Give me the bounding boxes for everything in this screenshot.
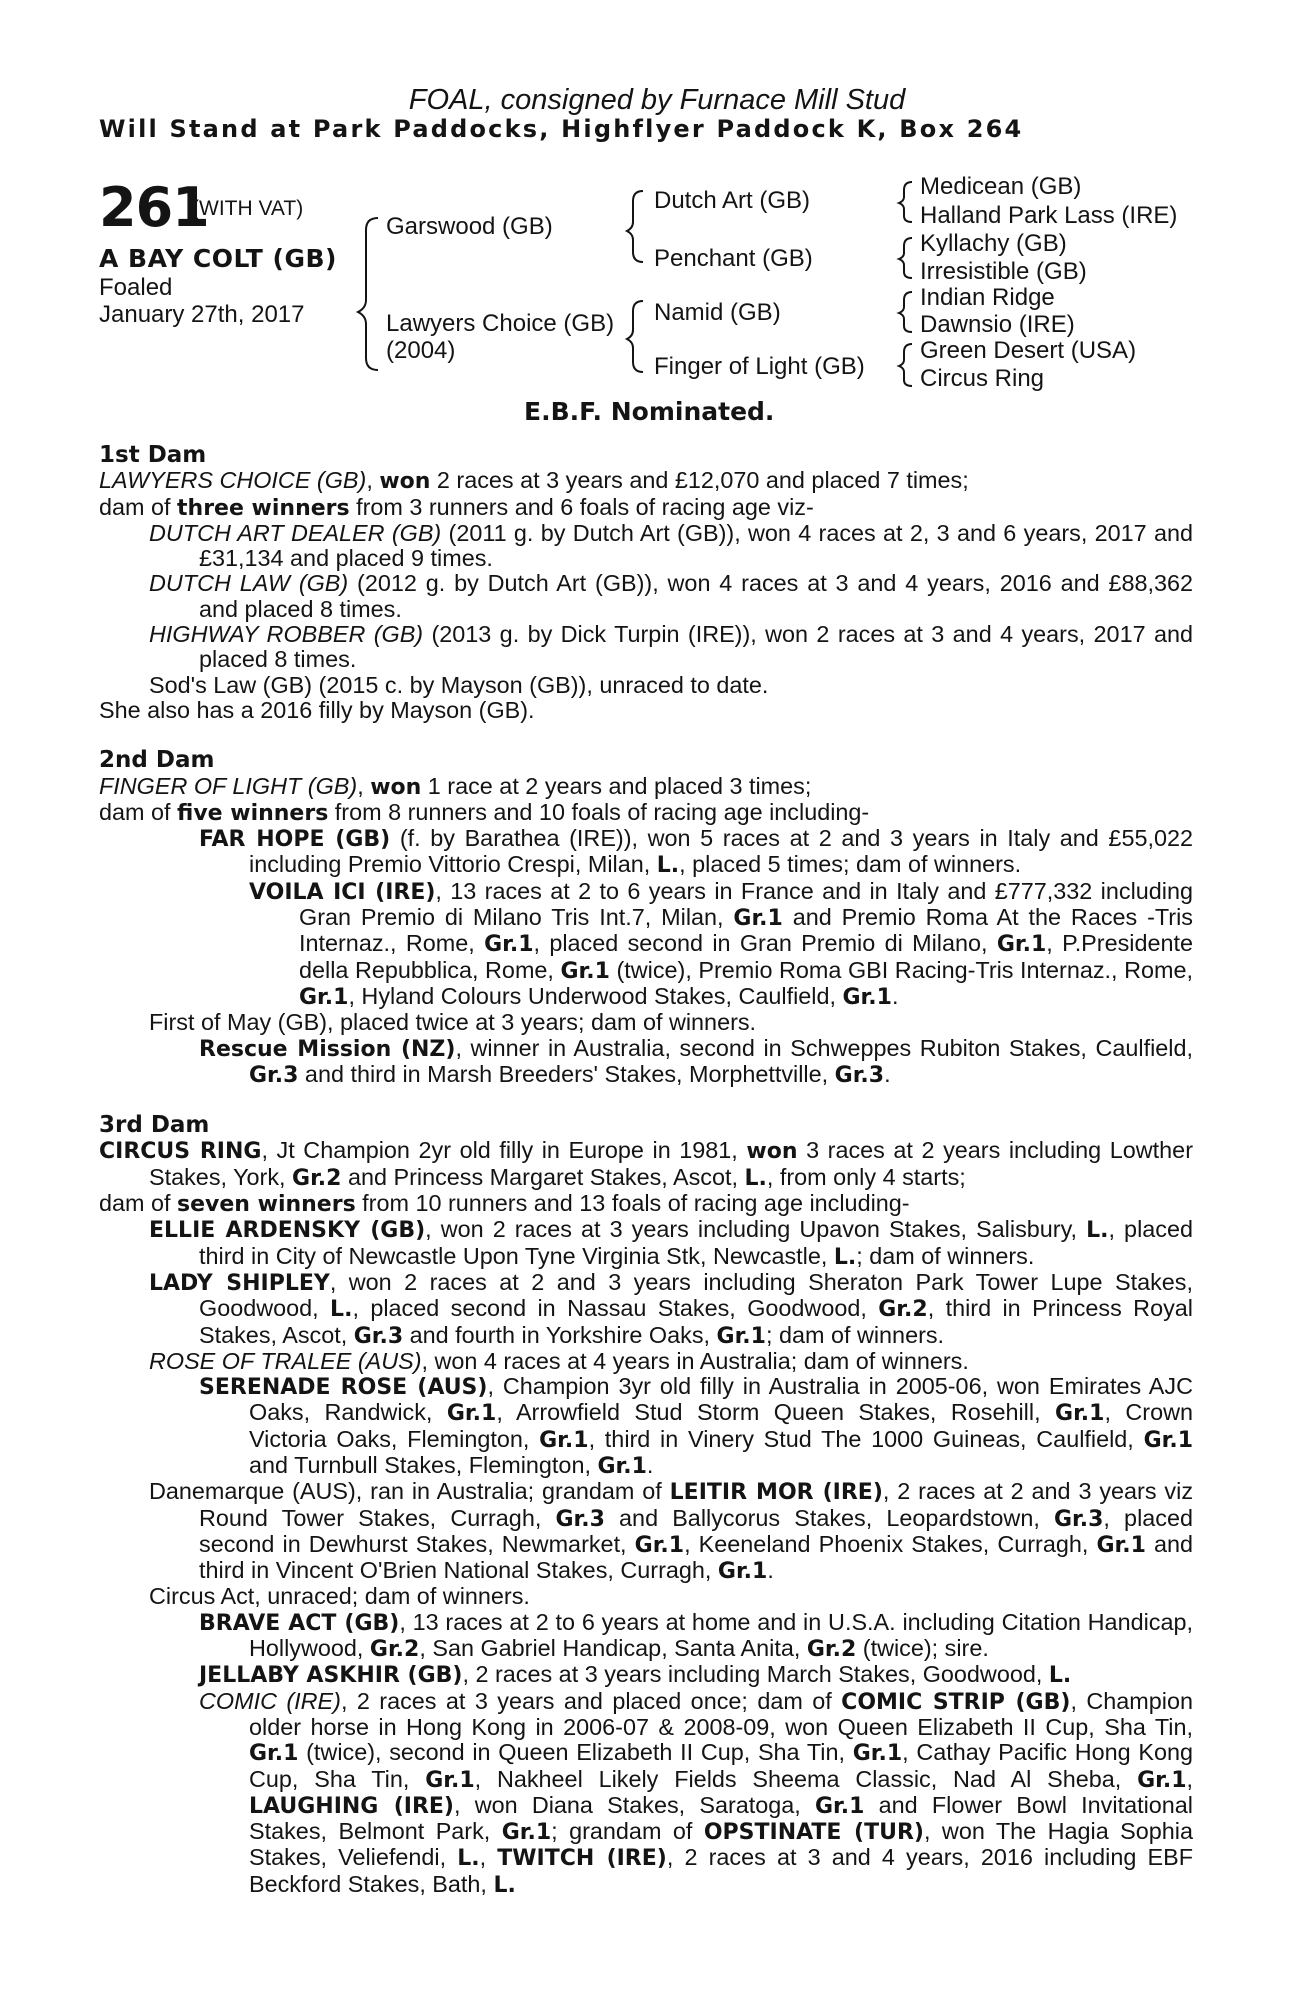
produce-entry: DUTCH ART DEALER (GB) (2011 g. by Dutch Art (GB)), won 4 races at 2, 3 and 6 years, 2017 and £31,134 and placed 9 times. [149, 519, 1193, 572]
dam-name: LAWYERS CHOICE (GB) [99, 467, 367, 494]
produce-entry: Rescue Mission (NZ), winner in Australia, second in Schweppes Rubiton Stakes, Caulfield, Gr.3 and third in Marsh Breeders' Stakes, Morphettville, Gr.3. [199, 1034, 1193, 1088]
ebf-nominated: E.B.F. Nominated. [524, 397, 775, 426]
third-dam-heading: 3rd Dam [99, 1112, 210, 1139]
dam: Lawyers Choice (GB) [386, 310, 615, 337]
stabling-line: Will Stand at Park Paddocks, Highflyer Paddock K, Box 264 [99, 115, 1024, 143]
brace-g56 [899, 292, 912, 332]
produce-entry: First of May (GB), placed twice at 3 years; dam of winners. [149, 1009, 757, 1036]
second-dam-heading: 2nd Dam [99, 747, 215, 774]
first-dam-heading: 1st Dam [99, 442, 207, 468]
catalogue-body [99, 443, 1193, 1898]
ancestor-g8: Circus Ring [920, 365, 1045, 392]
produce-entry: COMIC (IRE), 2 races at 3 years and placed once; dam of COMIC STRIP (GB), Champion older horse in Hong Kong in 2006-07 & 2008-09, won Queen Elizabeth II Cup, Sha Tin, Gr.1 (twice), second in Queen Elizabeth II Cup, Sha Tin, Gr.1, Cathay Pacific Hong Kong Cup, Sha Tin, Gr.1, Nakheel Likely Fields Sheema Classic, Nad Al Sheba, Gr.1, LAUGHING (IRE), won Diana Stakes, Saratoga, Gr.1 and Flower Bowl Invitational Stakes, Belmont Park, Gr.1; grandam of OPSTINATE (TUR), won The Hagia Sophia Stakes, Veliefendi, L., TWITCH (IRE), 2 races at 3 and 4 years, 2016 including EBF Beckford Stakes, Bath, L. [199, 1687, 1193, 1898]
produce-entry: Sod's Law (GB) (2015 c. by Mayson (GB)), unraced to date. [149, 671, 769, 698]
produce-entry: ROSE OF TRALEE (AUS), won 4 races at 4 years in Australia; dam of winners. [149, 1347, 969, 1374]
third-dam-produce-summary: dam of seven winners from 10 runners and 13 foals of racing age including- [99, 1190, 910, 1218]
brace-g34 [899, 238, 912, 278]
first-dam-record: LAWYERS CHOICE (GB), won 2 races at 3 years and £12,070 and placed 7 times; [99, 467, 969, 495]
produce-entry: LADY SHIPLEY, won 2 races at 2 and 3 years including Sheraton Park Tower Lupe Stakes, Goodwood, L., placed second in Nassau Stakes, Goodwood, Gr.2, third in Princess Royal Stakes, Ascot, Gr.3 and fourth in Yorkshire Oaks, Gr.1; dam of winners. [149, 1268, 1194, 1349]
ancestor-g4: Irresistible (GB) [920, 258, 1087, 285]
produce-entry: FAR HOPE (GB) (f. by Barathea (IRE)), won 5 races at 2 and 3 years in Italy and £55,022 including Premio Vittorio Crespi, Milan, L., placed 5 times; dam of winners. [199, 825, 1193, 879]
brace-sire-line [627, 191, 643, 262]
ancestor-g1: Medicean (GB) [920, 173, 1082, 200]
produce-entry: DUTCH LAW (GB) (2012 g. by Dutch Art (GB)), won 4 races at 3 and 4 years, 2016 and £88,362 and placed 8 times. [149, 570, 1193, 622]
sire-sire: Dutch Art (GB) [654, 187, 811, 214]
sire-dam: Penchant (GB) [654, 245, 813, 272]
produce-entry: Danemarque (AUS), ran in Australia; grandam of LEITIR MOR (IRE), 2 races at 2 and 3 years viz Round Tower Stakes, Curragh, Gr.3 and Ballycorus Stakes, Leopardstown, Gr.3, placed second in Dewhurst Stakes, Newmarket, Gr.1, Keeneland Phoenix Stakes, Curragh, Gr.1 and third in Vincent O'Brien National Stakes, Curragh, Gr.1. [149, 1478, 1194, 1585]
produce-entry: HIGHWAY ROBBER (GB) (2013 g. by Dick Turpin (IRE)), won 2 races at 3 and 4 years, 2017 and placed 8 times. [149, 621, 1193, 673]
brace-g12 [899, 182, 912, 222]
second-dam-produce-summary: dam of five winners from 8 runners and 10 foals of racing age including- [99, 798, 870, 826]
brace-dam-line [627, 301, 643, 372]
sire: Garswood (GB) [386, 213, 553, 240]
ancestor-g6: Dawnsio (IRE) [920, 311, 1075, 338]
produce-note: She also has a 2016 filly by Mayson (GB). [99, 696, 535, 723]
consignor-line: FOAL, consigned by Furnace Mill Stud [408, 84, 906, 116]
ancestor-g3: Kyllachy (GB) [920, 230, 1067, 257]
brace-sire-dam [358, 218, 378, 370]
produce-entry: VOILA ICI (IRE), 13 races at 2 to 6 years in France and in Italy and £777,332 including Gran Premio di Milano Tris Int.7, Milan, Gr.1 and Premio Roma At the Races -Tris Internaz., Rome, Gr.1, placed second in Gran Premio di Milano, Gr.1, P.Presidente della Repubblica, Rome, Gr.1 (twice), Premio Roma GBI Racing-Tris Internaz., Rome, Gr.1, Hyland Colours Underwood Stakes, Caulfield, Gr.1. [249, 877, 1194, 1010]
ancestor-g7: Green Desert (USA) [920, 337, 1137, 364]
foaled-date: January 27th, 2017 [99, 301, 305, 328]
vat-note: (WITH VAT) [192, 197, 304, 220]
third-dam-record: CIRCUS RING, Jt Champion 2yr old filly in Europe in 1981, won 3 races at 2 years including Lowther Stakes, York, Gr.2 and Princess Margaret Stakes, Ascot, L., from only 4 starts; [99, 1137, 1193, 1191]
second-dam-record: FINGER OF LIGHT (GB), won 1 race at 2 years and placed 3 times; [99, 772, 812, 800]
lot-description: A BAY COLT (GB) [99, 244, 337, 273]
ancestor-g5: Indian Ridge [920, 284, 1055, 311]
dam-dam: Finger of Light (GB) [654, 353, 865, 380]
ancestor-g2: Halland Park Lass (IRE) [920, 202, 1178, 229]
produce-entry: SERENADE ROSE (AUS), Champion 3yr old filly in Australia in 2005-06, won Emirates AJC Oaks, Randwick, Gr.1, Arrowfield Stud Storm Queen Stakes, Rosehill, Gr.1, Crown Victoria Oaks, Flemington, Gr.1, third in Vinery Stud The 1000 Guineas, Caulfield, Gr.1 and Turnbull Stakes, Flemington, Gr.1. [199, 1373, 1193, 1479]
brace-g78 [899, 344, 912, 386]
dam-year: (2004) [386, 337, 456, 364]
lot-number: 261 [99, 176, 209, 239]
produce-entry: BRAVE ACT (GB), 13 races at 2 to 6 years at home and in U.S.A. including Citation Handicap, Hollywood, Gr.2, San Gabriel Handicap, Santa Anita, Gr.2 (twice); sire. [199, 1608, 1193, 1663]
foaled-label: Foaled [99, 274, 173, 301]
produce-entry: Circus Act, unraced; dam of winners. [149, 1583, 530, 1610]
dam-sire: Namid (GB) [654, 299, 781, 326]
produce-entry: JELLABY ASKHIR (GB), 2 races at 3 years including March Stakes, Goodwood, L. [199, 1661, 1072, 1689]
first-dam-produce-summary: dam of three winners from 3 runners and 6 foals of racing age viz- [99, 493, 814, 521]
produce-entry: ELLIE ARDENSKY (GB), won 2 races at 3 years including Upavon Stakes, Salisbury, L., placed third in City of Newcastle Upon Tyne Virginia Stk, Newcastle, L.; dam of winners. [149, 1216, 1193, 1270]
